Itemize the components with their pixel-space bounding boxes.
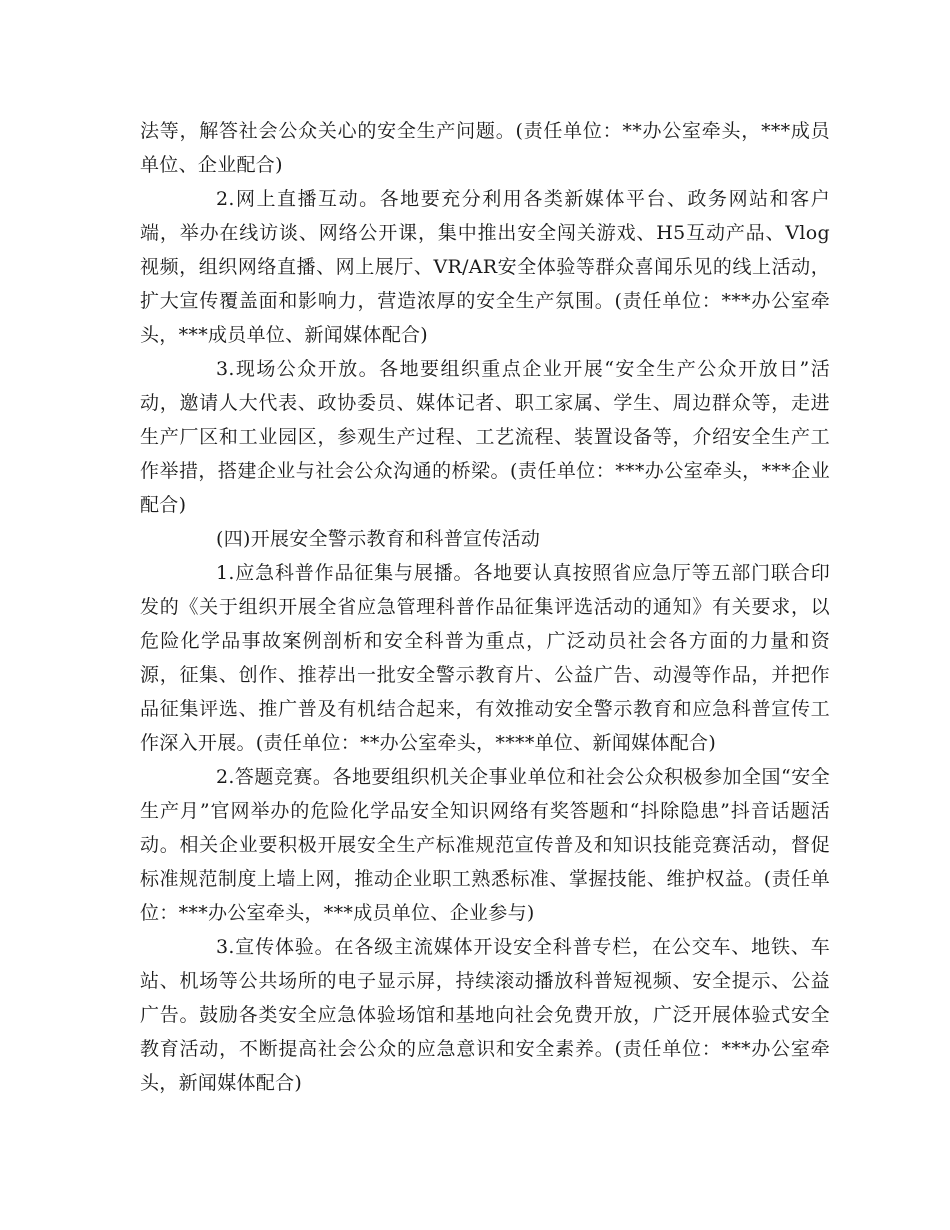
paragraph-science-works-collection: 1.应急科普作品征集与展播。各地要认真按照省应急厅等五部门联合印发的《关于组织开展全省应急管理科普作品征集评选活动的通知》有关要求，以危险化学品事故案例剖析和安全科普为重点，广泛动员社会各方面的力量和资源，征集、创作、推荐出一批安全警示教育片、公益广告、动漫等作品，并把作品征集评选、推广普及有机结合起来，有效推动安全警示教育和应急科普宣传工作深入开展。(责任单位：**办公室牵头，****单位、新闻媒体配合) bbox=[140, 562, 830, 754]
section-heading-4: (四)开展安全警示教育和科普宣传活动 bbox=[216, 528, 541, 550]
paragraph-online-live-interaction: 2.网上直播互动。各地要充分利用各类新媒体平台、政务网站和客户端，举办在线访谈、网络公开课，集中推出安全闯关游戏、H5互动产品、Vlog视频，组织网络直播、网上展厅、VR/AR安全体验等群众喜闻乐见的线上活动，扩大宣传覆盖面和影响力，营造浓厚的安全生产氛围。(责任单位：***办公室牵头，***成员单位、新闻媒体配合) bbox=[140, 188, 830, 346]
paragraph-quiz-competition: 2.答题竞赛。各地要组织机关企事业单位和社会公众积极参加全国“安全生产月”官网举办的危险化学品安全知识网络有奖答题和“抖除隐患”抖音话题活动。相关企业要积极开展安全生产标准规范宣传普及和知识技能竞赛活动，督促标准规范制度上墙上网，推动企业职工熟悉标准、掌握技能、维护权益。(责任单位：***办公室牵头，***成员单位、企业参与) bbox=[140, 766, 830, 924]
paragraph-publicity-experience: 3.宣传体验。在各级主流媒体开设安全科普专栏，在公交车、地铁、车站、机场等公共场所的电子显示屏，持续滚动播放科普短视频、安全提示、公益广告。鼓励各类安全应急体验场馆和基地向社会免费开放，广泛开展体验式安全教育活动，不断提高社会公众的应急意识和安全素养。(责任单位：***办公室牵头，新闻媒体配合) bbox=[140, 936, 830, 1094]
paragraph-continuation: 法等，解答社会公众关心的安全生产问题。(责任单位：**办公室牵头，***成员单位、企业配合) bbox=[140, 120, 830, 176]
paragraph-public-open-day: 3.现场公众开放。各地要组织重点企业开展“安全生产公众开放日”活动，邀请人大代表、政协委员、媒体记者、职工家属、学生、周边群众等，走进生产厂区和工业园区，参观生产过程、工艺流程、装置设备等，介绍安全生产工作举措，搭建企业与社会公众沟通的桥梁。(责任单位：***办公室牵头，***企业配合) bbox=[140, 358, 830, 516]
document-body bbox=[140, 114, 830, 1100]
